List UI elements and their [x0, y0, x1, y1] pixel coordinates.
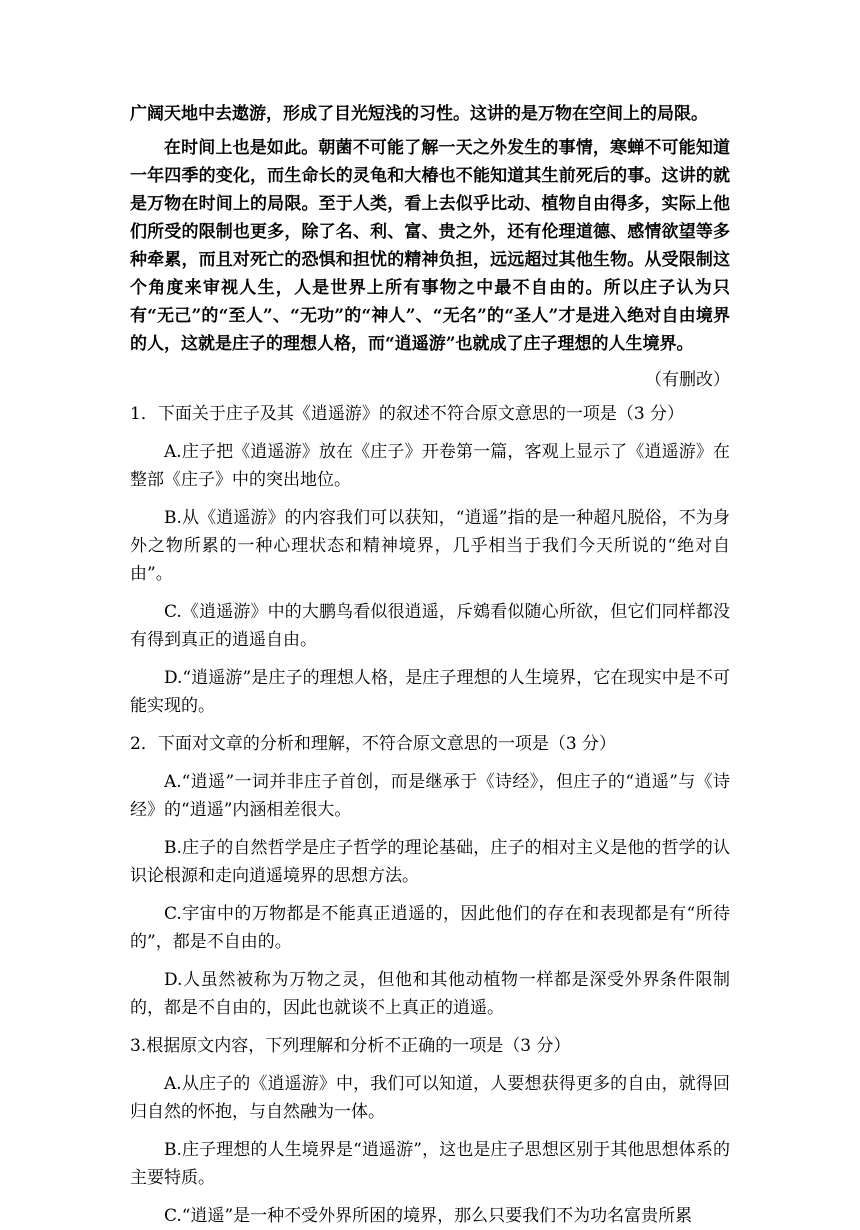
- question-1-option-d: D.“逍遥游”是庄子的理想人格，是庄子理想的人生境界，它在现实中是不可能实现的。: [130, 668, 730, 716]
- question-1-stem: 1．下面关于庄子及其《逍遥游》的叙述不符合原文意思的一项是（3 分）: [130, 404, 685, 424]
- passage-line: 广阔天地中去遨游，形成了目光短浅的习性。这讲的是万物在空间上的局限。: [130, 104, 708, 124]
- question-3-stem: 3.根据原文内容，下列理解和分析不正确的一项是（3 分）: [130, 1036, 571, 1056]
- passage-paragraph: 在时间上也是如此。朝菌不可能了解一天之外发生的事情，寒蝉不可能知道一年四季的变化，而生命长的灵龟和大椿也不能知道其生前死后的事。这讲的就是万物在时间上的局限。至于人类，看上去似乎比动、植物自由得多，实际上他们所受的限制也更多，除了名、利、富、贵之外，还有伦理道德、感情欲望等多种牵累，而且对死亡的恐惧和担忧的精神负担，远远超过其他生物。从受限制这个角度来审视人生，人是世界上所有事物之中最不自由的。所以庄子认为只有“无己”的“至人”、“无功”的“神人”、“无名”的“圣人”才是进入绝对自由境界的人，这就是庄子的理想人格，而“逍遥游”也就成了庄子理想的人生境界。: [130, 138, 730, 354]
- question-1-option-c: C.《逍遥游》中的大鹏鸟看似很逍遥，斥鴳看似随心所欲，但它们同样都没有得到真正的逍遥自由。: [130, 602, 730, 650]
- question-3-option-a: A.从庄子的《逍遥游》中，我们可以知道，人要想获得更多的自由，就得回归自然的怀抱，与自然融为一体。: [130, 1074, 730, 1122]
- edit-note: （有删改）: [645, 370, 730, 390]
- document-content: [130, 100, 730, 1230]
- question-2-option-d: D.人虽然被称为万物之灵，但他和其他动植物一样都是深受外界条件限制的，都是不自由的，因此也就谈不上真正的逍遥。: [130, 970, 730, 1018]
- question-2-stem: 2．下面对文章的分析和理解，不符合原文意思的一项是（3 分）: [130, 734, 617, 754]
- question-1-option-b: B.从《逍遥游》的内容我们可以获知，“逍遥”指的是一种超凡脱俗，不为身外之物所累的一种心理状态和精神境界，几乎相当于我们今天所说的“绝对自由”。: [130, 508, 730, 584]
- question-2-option-b: B.庄子的自然哲学是庄子哲学的理论基础，庄子的相对主义是他的哲学的认识论根源和走向逍遥境界的思想方法。: [130, 838, 730, 886]
- question-3-option-b: B.庄子理想的人生境界是“逍遥游”，这也是庄子思想区别于其他思想体系的主要特质。: [130, 1140, 730, 1188]
- question-2-option-c: C.宇宙中的万物都是不能真正逍遥的，因此他们的存在和表现都是有“所待的”，都是不自由的。: [130, 904, 730, 952]
- question-1-option-a: A.庄子把《逍遥游》放在《庄子》开卷第一篇，客观上显示了《逍遥游》在整部《庄子》中的突出地位。: [130, 442, 730, 490]
- question-2-option-a: A.“逍遥”一词并非庄子首创，而是继承于《诗经》，但庄子的“逍遥”与《诗经》的“逍遥”内涵相差很大。: [130, 772, 730, 820]
- question-3-option-c: C.“逍遥”是一种不受外界所困的境界，那么只要我们不为功名富贵所累: [164, 1206, 693, 1226]
